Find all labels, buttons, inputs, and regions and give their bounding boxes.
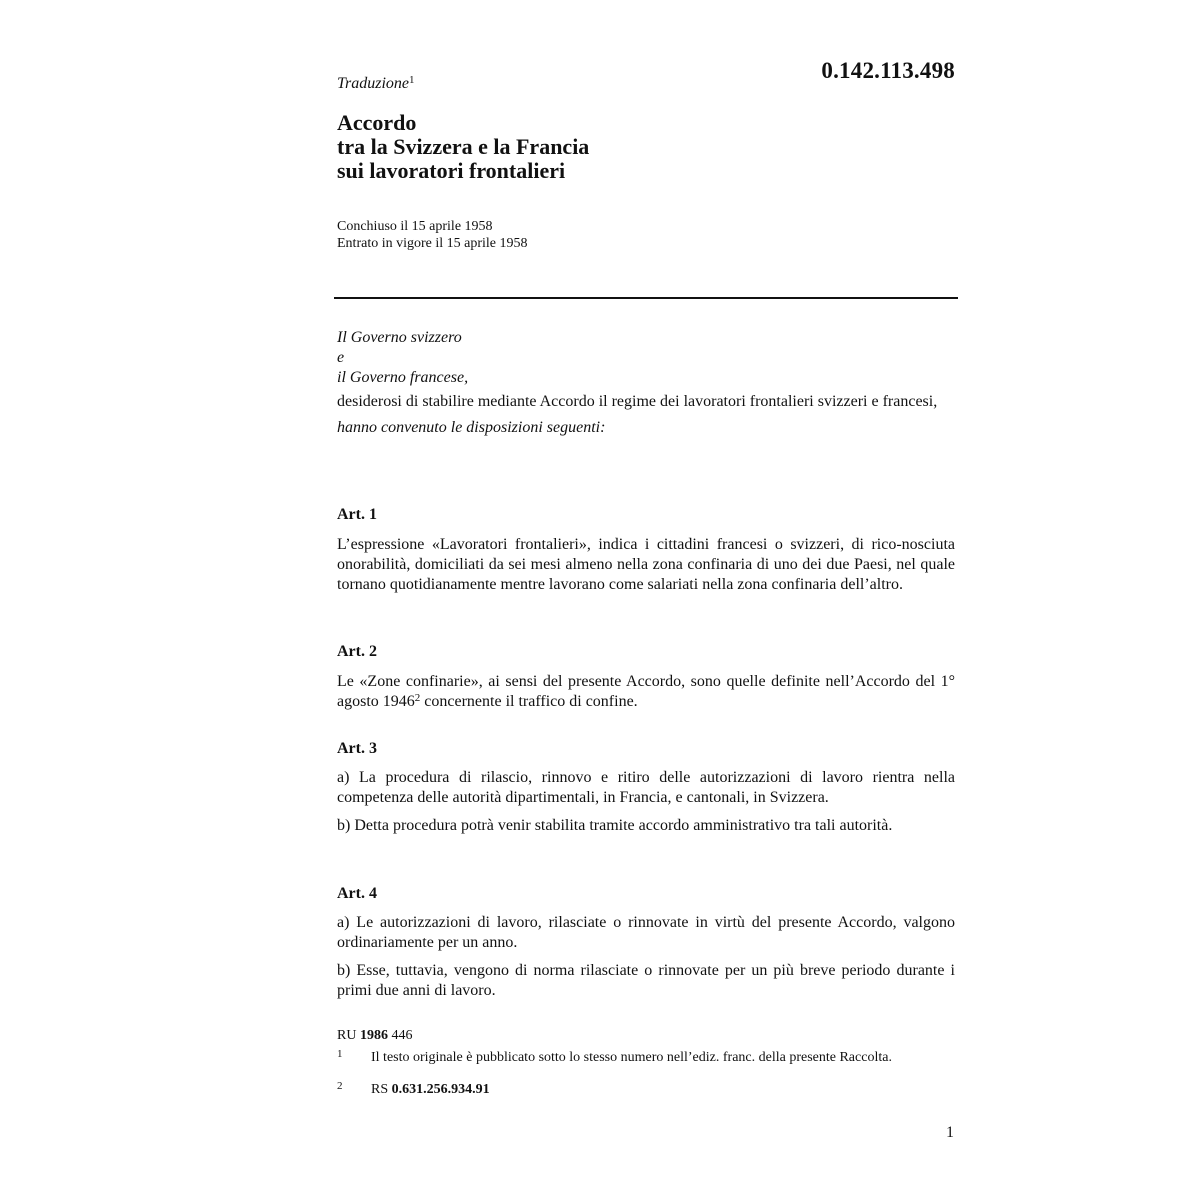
footnote-1-number: 1 [337,1048,343,1060]
preamble-conjunction: e [337,349,345,366]
title-line-1: Accordo [337,110,417,135]
translation-label [337,74,415,93]
article-2-text-before: Le «Zone confinarie», ai sensi del presente Accordo, sono quelle definite nell’Accordo del 1° agosto 1946 [337,673,955,710]
in-force-date: Entrato in vigore il 15 aprile 1958 [337,236,528,251]
article-3-body [337,768,955,844]
article-1-body [337,535,955,603]
article-4-body [337,913,955,1009]
footnote-mark-1[interactable]: 1 [409,74,415,86]
preamble-party-swiss: Il Governo svizzero [337,329,462,346]
document-dates [337,218,528,252]
article-1-paragraph: L’espressione «Lavoratori frontalieri», indica i cittadini francesi o svizzeri, di rico-nosciuta onorabilità, domiciliati da sei mesi almeno nella zona confinaria di uno dei due Paesi, nel quale tornano quotidianamente mentre lavorano come salariati nella zona confinaria dell’altro. [337,536,955,593]
ru-year: 1986 [359,1028,388,1043]
official-collection-reference [337,1028,412,1044]
article-2-body [337,672,955,720]
footnote-2-prefix: RS [371,1082,389,1097]
article-3-paragraph-b: b) Detta procedura potrà venir stabilita tramite accordo amministrativo tra tali autorità. [337,817,893,834]
concluded-date: Conchiuso il 15 aprile 1958 [337,219,493,234]
footnote-2-number: 2 [337,1080,343,1092]
article-2-paragraph [337,672,955,712]
footnote-2 [337,1082,937,1100]
article-4-paragraph-a: a) Le autorizzazioni di lavoro, rilasciate o rinnovate in virtù del presente Accordo, valgono ordinariamente per un anno. [337,914,955,951]
article-2-text-after: concernente il traffico di confine. [420,693,638,710]
page-number: 1 [946,1124,954,1141]
article-3-paragraph-a: a) La procedura di rilascio, rinnovo e ritiro delle autorizzazioni di lavoro rientra nella competenza delle autorità dipartimentali, in Francia, e cantonali, in Svizzera. [337,769,955,806]
article-2-heading: Art. 2 [337,643,377,660]
preamble-party-french: il Governo francese, [337,369,469,386]
footnote-1-text: Il testo originale è pubblicato sotto lo stesso numero nell’ediz. franc. della presente Raccolta. [371,1050,892,1065]
title-line-2: tra la Svizzera e la Francia [337,134,590,159]
header-divider [334,297,958,299]
footnote-2-sr-link[interactable]: 0.631.256.934.91 [391,1082,490,1097]
footnote-2-text [371,1082,931,1097]
ru-page: 446 [391,1028,413,1043]
ru-prefix: RU [337,1028,357,1043]
article-3-heading: Art. 3 [337,740,377,757]
article-4-heading: Art. 4 [337,885,377,902]
preamble-agreed: hanno convenuto le disposizioni seguenti: [337,419,606,436]
article-1-heading: Art. 1 [337,506,377,523]
article-4-paragraph-b: b) Esse, tuttavia, vengono di norma rilasciate o rinnovate per un più breve periodo durante i primi due anni di lavoro. [337,962,955,999]
preamble [337,328,955,438]
footnote-1 [337,1050,937,1084]
footnote-mark-2[interactable]: 2 [414,692,421,704]
translation-text: Traduzione [337,75,410,92]
preamble-desire: desiderosi di stabilire mediante Accordo il regime dei lavoratori frontalieri svizzeri e francesi, [337,393,938,410]
sr-number: 0.142.113.498 [821,58,955,83]
title-line-3: sui lavoratori frontalieri [337,158,566,183]
document-title [337,111,589,183]
